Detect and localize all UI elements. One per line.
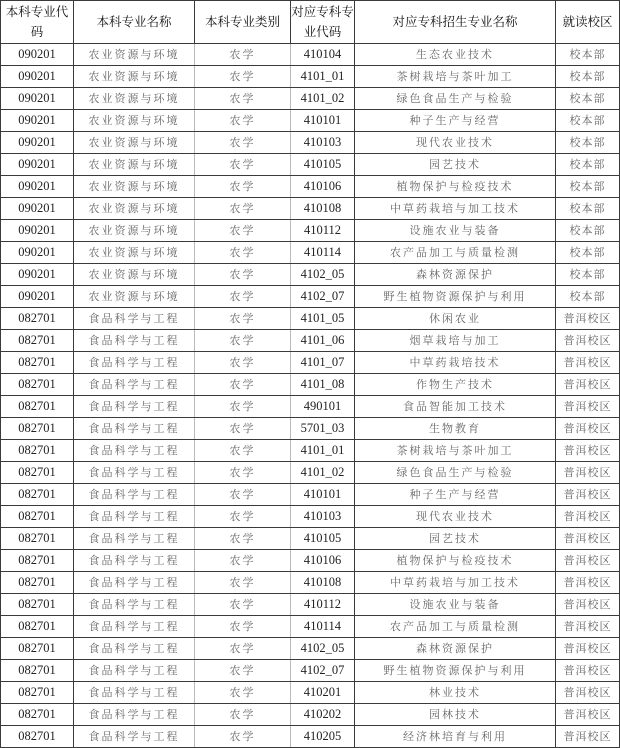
cell-undergrad-code: 082701 — [1, 638, 74, 660]
cell-college-name: 植物保护与检疫技术 — [355, 176, 556, 198]
table-row — [1, 638, 620, 660]
cell-undergrad-code: 082701 — [1, 594, 74, 616]
cell-undergrad-name: 食品科学与工程 — [74, 528, 195, 550]
cell-college-name: 现代农业技术 — [355, 132, 556, 154]
table-row — [1, 726, 620, 748]
cell-category: 农学 — [195, 198, 291, 220]
cell-college-name: 设施农业与装备 — [355, 594, 556, 616]
cell-undergrad-code: 090201 — [1, 198, 74, 220]
table-row — [1, 616, 620, 638]
cell-campus: 普洱校区 — [556, 660, 620, 682]
cell-campus: 校本部 — [556, 66, 620, 88]
table-row — [1, 572, 620, 594]
cell-college-name: 林业技术 — [355, 682, 556, 704]
header-college-name: 对应专科招生专业名称 — [355, 1, 556, 44]
table-row — [1, 528, 620, 550]
cell-college-name: 园艺技术 — [355, 528, 556, 550]
cell-category: 农学 — [195, 220, 291, 242]
table-row — [1, 154, 620, 176]
cell-campus: 普洱校区 — [556, 462, 620, 484]
cell-category: 农学 — [195, 88, 291, 110]
cell-campus: 校本部 — [556, 132, 620, 154]
cell-undergrad-code: 082701 — [1, 506, 74, 528]
cell-college-code: 490101 — [291, 396, 355, 418]
cell-college-name: 生态农业技术 — [355, 44, 556, 66]
cell-college-name: 绿色食品生产与检验 — [355, 88, 556, 110]
table-row — [1, 704, 620, 726]
cell-undergrad-code: 090201 — [1, 110, 74, 132]
cell-undergrad-code: 082701 — [1, 704, 74, 726]
cell-undergrad-name: 农业资源与环境 — [74, 66, 195, 88]
cell-college-code: 410103 — [291, 506, 355, 528]
cell-undergrad-code: 090201 — [1, 154, 74, 176]
cell-category: 农学 — [195, 242, 291, 264]
header-undergrad-code: 本科专业代码 — [1, 1, 74, 44]
cell-college-code: 4101_01 — [291, 66, 355, 88]
cell-college-code: 4102_05 — [291, 264, 355, 286]
cell-college-code: 4101_02 — [291, 462, 355, 484]
cell-college-code: 410103 — [291, 132, 355, 154]
cell-college-code: 4102_05 — [291, 638, 355, 660]
cell-undergrad-name: 食品科学与工程 — [74, 682, 195, 704]
table-row — [1, 682, 620, 704]
cell-category: 农学 — [195, 132, 291, 154]
cell-category: 农学 — [195, 704, 291, 726]
cell-campus: 普洱校区 — [556, 484, 620, 506]
cell-campus: 普洱校区 — [556, 638, 620, 660]
cell-college-code: 410108 — [291, 572, 355, 594]
cell-category: 农学 — [195, 506, 291, 528]
cell-category: 农学 — [195, 286, 291, 308]
cell-undergrad-code: 090201 — [1, 264, 74, 286]
cell-category: 农学 — [195, 660, 291, 682]
cell-college-code: 410108 — [291, 198, 355, 220]
cell-campus: 普洱校区 — [556, 330, 620, 352]
cell-undergrad-code: 090201 — [1, 220, 74, 242]
cell-undergrad-code: 082701 — [1, 462, 74, 484]
cell-college-code: 4101_06 — [291, 330, 355, 352]
cell-category: 农学 — [195, 154, 291, 176]
table-row — [1, 550, 620, 572]
cell-college-name: 种子生产与经营 — [355, 484, 556, 506]
cell-undergrad-name: 食品科学与工程 — [74, 594, 195, 616]
table-row — [1, 176, 620, 198]
cell-undergrad-code: 082701 — [1, 528, 74, 550]
cell-campus: 普洱校区 — [556, 616, 620, 638]
table-row — [1, 484, 620, 506]
cell-campus: 普洱校区 — [556, 396, 620, 418]
cell-undergrad-code: 082701 — [1, 330, 74, 352]
cell-category: 农学 — [195, 308, 291, 330]
cell-college-name: 中草药栽培与加工技术 — [355, 572, 556, 594]
cell-undergrad-name: 农业资源与环境 — [74, 176, 195, 198]
cell-undergrad-name: 食品科学与工程 — [74, 396, 195, 418]
cell-college-name: 植物保护与检疫技术 — [355, 550, 556, 572]
cell-college-code: 410114 — [291, 616, 355, 638]
cell-category: 农学 — [195, 110, 291, 132]
table-row — [1, 352, 620, 374]
cell-undergrad-name: 农业资源与环境 — [74, 264, 195, 286]
cell-undergrad-code: 090201 — [1, 242, 74, 264]
cell-campus: 普洱校区 — [556, 418, 620, 440]
table-row — [1, 286, 620, 308]
cell-undergrad-name: 农业资源与环境 — [74, 154, 195, 176]
cell-campus: 普洱校区 — [556, 528, 620, 550]
cell-undergrad-name: 农业资源与环境 — [74, 242, 195, 264]
cell-category: 农学 — [195, 66, 291, 88]
cell-category: 农学 — [195, 528, 291, 550]
cell-campus: 普洱校区 — [556, 550, 620, 572]
cell-college-name: 生物教育 — [355, 418, 556, 440]
cell-college-name: 作物生产技术 — [355, 374, 556, 396]
table-row — [1, 330, 620, 352]
cell-undergrad-name: 农业资源与环境 — [74, 44, 195, 66]
cell-undergrad-code: 090201 — [1, 88, 74, 110]
table-row — [1, 220, 620, 242]
cell-category: 农学 — [195, 616, 291, 638]
cell-category: 农学 — [195, 176, 291, 198]
table-row — [1, 374, 620, 396]
cell-undergrad-code: 082701 — [1, 374, 74, 396]
cell-undergrad-name: 食品科学与工程 — [74, 330, 195, 352]
table-row — [1, 242, 620, 264]
cell-college-name: 休闲农业 — [355, 308, 556, 330]
cell-campus: 校本部 — [556, 88, 620, 110]
cell-undergrad-name: 农业资源与环境 — [74, 88, 195, 110]
cell-college-name: 农产品加工与质量检测 — [355, 242, 556, 264]
cell-undergrad-name: 食品科学与工程 — [74, 308, 195, 330]
cell-undergrad-name: 食品科学与工程 — [74, 352, 195, 374]
header-campus: 就读校区 — [556, 1, 620, 44]
cell-college-name: 食品智能加工技术 — [355, 396, 556, 418]
cell-undergrad-code: 082701 — [1, 396, 74, 418]
cell-undergrad-name: 食品科学与工程 — [74, 616, 195, 638]
cell-undergrad-name: 食品科学与工程 — [74, 418, 195, 440]
cell-undergrad-name: 食品科学与工程 — [74, 572, 195, 594]
cell-category: 农学 — [195, 572, 291, 594]
header-undergrad-name: 本科专业名称 — [74, 1, 195, 44]
cell-college-code: 410201 — [291, 682, 355, 704]
cell-campus: 普洱校区 — [556, 726, 620, 748]
cell-college-code: 5701_03 — [291, 418, 355, 440]
cell-undergrad-name: 农业资源与环境 — [74, 198, 195, 220]
cell-college-name: 园林技术 — [355, 704, 556, 726]
table-row — [1, 132, 620, 154]
cell-undergrad-name: 农业资源与环境 — [74, 286, 195, 308]
cell-college-code: 4101_08 — [291, 374, 355, 396]
cell-undergrad-code: 090201 — [1, 44, 74, 66]
cell-undergrad-code: 082701 — [1, 352, 74, 374]
cell-undergrad-name: 食品科学与工程 — [74, 374, 195, 396]
table-row — [1, 88, 620, 110]
cell-college-name: 绿色食品生产与检验 — [355, 462, 556, 484]
cell-college-code: 410112 — [291, 594, 355, 616]
cell-campus: 普洱校区 — [556, 682, 620, 704]
table-row — [1, 44, 620, 66]
table-row — [1, 66, 620, 88]
cell-college-name: 中草药栽培技术 — [355, 352, 556, 374]
cell-campus: 校本部 — [556, 220, 620, 242]
cell-undergrad-code: 082701 — [1, 726, 74, 748]
cell-college-code: 410106 — [291, 550, 355, 572]
cell-college-name: 种子生产与经营 — [355, 110, 556, 132]
cell-campus: 校本部 — [556, 286, 620, 308]
cell-undergrad-code: 082701 — [1, 550, 74, 572]
cell-college-code: 410202 — [291, 704, 355, 726]
cell-undergrad-name: 食品科学与工程 — [74, 638, 195, 660]
cell-undergrad-code: 090201 — [1, 286, 74, 308]
cell-college-name: 森林资源保护 — [355, 264, 556, 286]
cell-undergrad-code: 082701 — [1, 484, 74, 506]
cell-campus: 普洱校区 — [556, 308, 620, 330]
cell-college-code: 4102_07 — [291, 286, 355, 308]
cell-category: 农学 — [195, 264, 291, 286]
cell-category: 农学 — [195, 462, 291, 484]
cell-undergrad-code: 082701 — [1, 682, 74, 704]
cell-undergrad-code: 082701 — [1, 308, 74, 330]
cell-campus: 校本部 — [556, 198, 620, 220]
cell-campus: 普洱校区 — [556, 572, 620, 594]
cell-college-code: 410205 — [291, 726, 355, 748]
cell-category: 农学 — [195, 418, 291, 440]
cell-college-code: 410105 — [291, 154, 355, 176]
table-row — [1, 198, 620, 220]
cell-college-name: 野生植物资源保护与利用 — [355, 286, 556, 308]
header-college-code: 对应专科专业代码 — [291, 1, 355, 44]
cell-college-code: 410104 — [291, 44, 355, 66]
cell-college-code: 4101_02 — [291, 88, 355, 110]
cell-campus: 普洱校区 — [556, 374, 620, 396]
cell-college-code: 4101_07 — [291, 352, 355, 374]
cell-undergrad-code: 082701 — [1, 660, 74, 682]
table-row — [1, 264, 620, 286]
cell-undergrad-code: 090201 — [1, 176, 74, 198]
cell-college-name: 茶树栽培与茶叶加工 — [355, 440, 556, 462]
table-row — [1, 506, 620, 528]
cell-category: 农学 — [195, 44, 291, 66]
cell-undergrad-code: 082701 — [1, 440, 74, 462]
cell-college-code: 4101_01 — [291, 440, 355, 462]
cell-undergrad-name: 农业资源与环境 — [74, 132, 195, 154]
cell-college-name: 野生植物资源保护与利用 — [355, 660, 556, 682]
cell-college-code: 410101 — [291, 484, 355, 506]
cell-college-code: 410114 — [291, 242, 355, 264]
cell-undergrad-name: 食品科学与工程 — [74, 550, 195, 572]
cell-category: 农学 — [195, 352, 291, 374]
cell-college-name: 烟草栽培与加工 — [355, 330, 556, 352]
cell-campus: 普洱校区 — [556, 594, 620, 616]
cell-campus: 校本部 — [556, 110, 620, 132]
cell-college-code: 410105 — [291, 528, 355, 550]
cell-undergrad-name: 食品科学与工程 — [74, 726, 195, 748]
cell-college-code: 4102_07 — [291, 660, 355, 682]
table-body — [1, 44, 620, 748]
table-row — [1, 462, 620, 484]
header-category: 本科专业类别 — [195, 1, 291, 44]
cell-undergrad-name: 食品科学与工程 — [74, 704, 195, 726]
table-row — [1, 396, 620, 418]
cell-college-name: 现代农业技术 — [355, 506, 556, 528]
cell-undergrad-name: 食品科学与工程 — [74, 660, 195, 682]
cell-undergrad-code: 082701 — [1, 616, 74, 638]
cell-undergrad-name: 食品科学与工程 — [74, 440, 195, 462]
cell-category: 农学 — [195, 682, 291, 704]
cell-category: 农学 — [195, 330, 291, 352]
cell-campus: 校本部 — [556, 176, 620, 198]
cell-campus: 校本部 — [556, 154, 620, 176]
cell-undergrad-name: 食品科学与工程 — [74, 484, 195, 506]
cell-category: 农学 — [195, 440, 291, 462]
cell-undergrad-name: 农业资源与环境 — [74, 110, 195, 132]
table-row — [1, 110, 620, 132]
cell-campus: 校本部 — [556, 242, 620, 264]
cell-college-name: 园艺技术 — [355, 154, 556, 176]
cell-campus: 校本部 — [556, 44, 620, 66]
cell-campus: 校本部 — [556, 264, 620, 286]
cell-college-name: 森林资源保护 — [355, 638, 556, 660]
cell-campus: 普洱校区 — [556, 352, 620, 374]
cell-college-name: 中草药栽培与加工技术 — [355, 198, 556, 220]
cell-college-name: 经济林培育与利用 — [355, 726, 556, 748]
cell-college-name: 农产品加工与质量检测 — [355, 616, 556, 638]
cell-category: 农学 — [195, 726, 291, 748]
cell-college-code: 410101 — [291, 110, 355, 132]
cell-category: 农学 — [195, 638, 291, 660]
cell-undergrad-name: 农业资源与环境 — [74, 220, 195, 242]
table-row — [1, 660, 620, 682]
header-row — [1, 1, 620, 44]
cell-undergrad-name: 食品科学与工程 — [74, 506, 195, 528]
cell-college-code: 4101_05 — [291, 308, 355, 330]
cell-undergrad-code: 090201 — [1, 132, 74, 154]
cell-category: 农学 — [195, 594, 291, 616]
table-row — [1, 308, 620, 330]
cell-undergrad-code: 082701 — [1, 572, 74, 594]
table-row — [1, 594, 620, 616]
cell-college-code: 410112 — [291, 220, 355, 242]
cell-campus: 普洱校区 — [556, 440, 620, 462]
table-header — [1, 1, 620, 44]
cell-category: 农学 — [195, 550, 291, 572]
cell-college-code: 410106 — [291, 176, 355, 198]
cell-undergrad-name: 食品科学与工程 — [74, 462, 195, 484]
table-row — [1, 440, 620, 462]
cell-campus: 普洱校区 — [556, 704, 620, 726]
cell-college-name: 设施农业与装备 — [355, 220, 556, 242]
cell-college-name: 茶树栽培与茶叶加工 — [355, 66, 556, 88]
cell-category: 农学 — [195, 396, 291, 418]
table-row — [1, 418, 620, 440]
cell-category: 农学 — [195, 374, 291, 396]
cell-undergrad-code: 082701 — [1, 418, 74, 440]
cell-campus: 普洱校区 — [556, 506, 620, 528]
cell-undergrad-code: 090201 — [1, 66, 74, 88]
cell-category: 农学 — [195, 484, 291, 506]
